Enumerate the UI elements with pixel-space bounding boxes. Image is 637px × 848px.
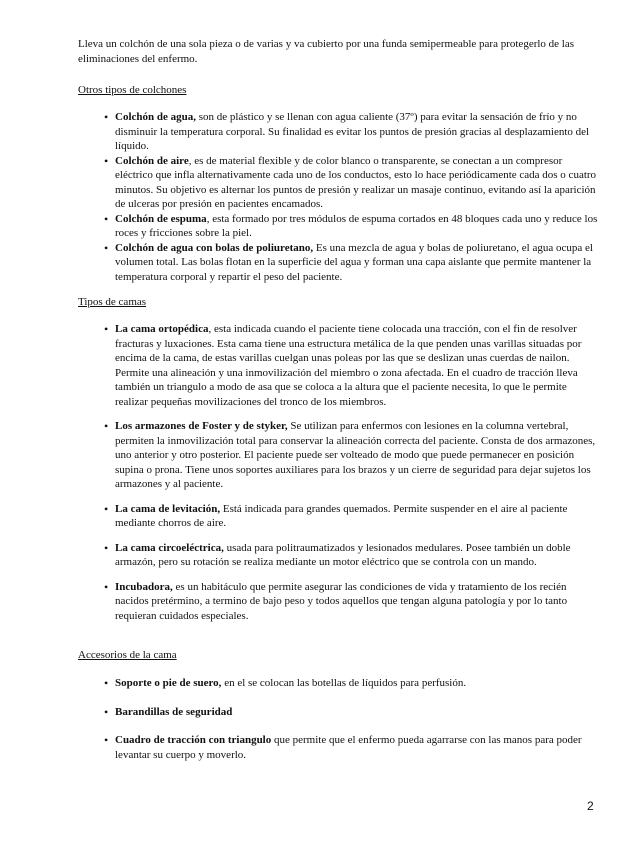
heading-bed-accessories: Accesorios de la cama bbox=[78, 649, 177, 661]
item-text: son de plástico y se llenan con agua caliente (37º) para evitar la sensación de frío y no disminuir la temperatura corporal. Su finalidad es evitar los puntos de presión gracias al desplazamiento del líquido. bbox=[115, 111, 590, 152]
item-text: usada para politraumatizados y lesionados medulares. Posee también un doble armazón, pero su rotación se realiza mediante un motor eléctrico que se controla con un mando. bbox=[115, 541, 571, 568]
item-text: , esta indicada cuando el paciente tiene colocada una tracción, con el fin de resolver fracturas y luxaciones. Esta cama tiene una estructura metálica de la que penden unas varillas situadas por encima de la cama, de estas varillas cuelgan unas poleas por las que se deslizan unas cuerdas de nailon. Permite una alineación y una inmovilización del miembro o zona afectada. En el cuadro de tracción lleva también un triangulo a modo de asa que se coloca a la altura que el paciente necesita, lo que le permite realizar pequeñas movilizaciones del tronco de los miembros. bbox=[115, 323, 582, 408]
item-term: Colchón de espuma bbox=[115, 212, 207, 225]
list-item bbox=[104, 580, 598, 624]
page-number: 2 bbox=[587, 799, 594, 813]
list-item bbox=[104, 705, 598, 720]
item-term: Barandillas de seguridad bbox=[115, 705, 233, 718]
item-term: La cama circoeléctrica, bbox=[115, 541, 224, 554]
item-term: Colchón de agua, bbox=[115, 111, 196, 123]
item-term: La cama ortopédica bbox=[115, 323, 209, 335]
item-text: es un habitáculo que permite asegurar las condiciones de vida y tratamiento de los recién nacidos pretérmino, a termino de bajo peso y todos aquellos que tengan alguna patología y por lo tanto requieran cuidados especiales. bbox=[115, 580, 568, 622]
item-text: en el se colocan las botellas de líquidos para perfusión. bbox=[221, 677, 467, 689]
item-text: , esta formado por tres módulos de espuma cortados en 48 bloques cada uno y reduce los roces y fricciones sobre la piel. bbox=[115, 212, 598, 239]
item-term: Colchón de aire bbox=[115, 154, 189, 167]
list-item bbox=[104, 322, 598, 409]
list-item bbox=[104, 154, 598, 212]
accessory-list bbox=[104, 676, 598, 762]
list-item bbox=[104, 212, 598, 241]
mattress-list bbox=[104, 110, 598, 284]
list-item bbox=[104, 676, 598, 691]
heading-bed-types: Tipos de camas bbox=[78, 296, 147, 308]
intro-paragraph: Lleva un colchón de una sola pieza o de varias y va cubierto por una funda semipermeable para protegerlo de las eliminaciones del enfermo. bbox=[78, 38, 575, 65]
item-term: Colchón de agua con bolas de poliuretano, bbox=[115, 241, 314, 254]
list-item bbox=[104, 241, 598, 285]
item-text: , es de material flexible y de color blanco o transparente, se conectan a un compresor eléctrico que infla alternativamente cada uno de los conductos, esto lo hace periódicamente cada dos o cuatro minutos. Su objetivo es alternar los puntos de presión y realizar un masaje continuo, evitando así la aparición de ulceras por presión en pacientes encamados. bbox=[115, 154, 597, 210]
list-item bbox=[104, 541, 598, 570]
list-item bbox=[104, 110, 598, 154]
item-text: que permite que el enfermo pueda agarrarse con las manos para poder levantar su cuerpo y moverlo. bbox=[115, 734, 582, 761]
heading-mattress-types: Otros tipos de colchones bbox=[78, 84, 187, 96]
item-term: Los armazones de Foster y de styker, bbox=[115, 420, 288, 432]
list-item bbox=[104, 419, 598, 492]
item-term: Cuadro de tracción con triangulo bbox=[115, 734, 272, 746]
bed-list bbox=[104, 322, 598, 623]
item-term: La cama de levitación, bbox=[115, 502, 221, 515]
item-text: Está indicada para grandes quemados. Permite suspender en el aire al paciente mediante chorros de aire. bbox=[115, 502, 568, 529]
list-item bbox=[104, 502, 598, 531]
item-text: Se utilizan para enfermos con lesiones en la columna vertebral, permiten la inmovilización total para conservar la alineación correcta del paciente. Consta de dos armazones, uno anterior y otro posterior. El paciente puede ser volteado de modo que puede permanecer en posición supina o prona. Tiene unos soportes auxiliares para los brazos y un cierre de seguridad para dejar sujetos los armazones y al paciente. bbox=[115, 420, 596, 490]
item-text: Es una mezcla de agua y bolas de poliuretano, el agua ocupa el volumen total. Las bolas flotan en la superficie del agua y forman una capa aislante que permite mantener la temperatura corporal y repartir el peso del paciente. bbox=[115, 241, 593, 283]
list-item bbox=[104, 733, 598, 762]
item-term: Soporte o pie de suero, bbox=[115, 677, 222, 689]
item-term: Incubadora, bbox=[115, 580, 173, 593]
